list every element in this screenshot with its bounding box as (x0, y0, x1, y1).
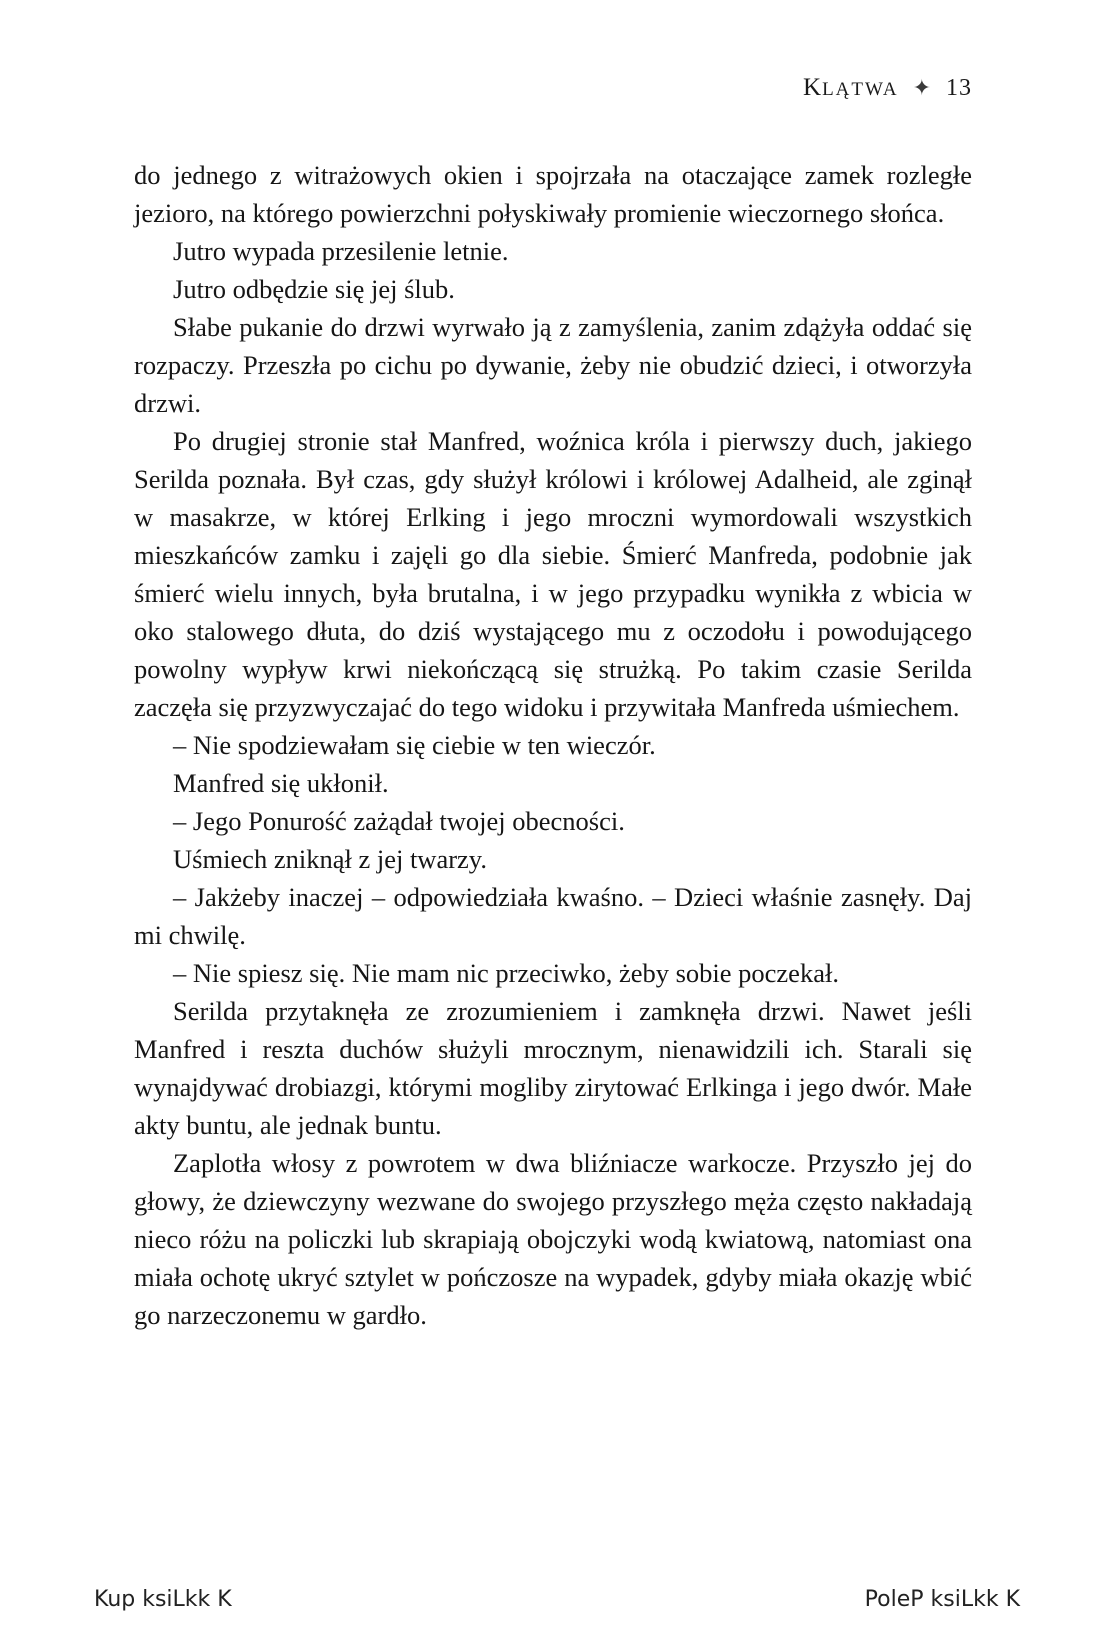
chapter-title (803, 74, 899, 102)
paragraph-2: Jutro wypada przesilenie letnie. (173, 236, 509, 266)
star-ornament-icon: ✦ (912, 75, 932, 100)
paragraph-7: Manfred się ukłonił. (173, 768, 389, 798)
paragraph-1: do jednego z witrażowych okien i spojrzała na otaczające zamek rozległe jezioro, na którego powierzchni połyskiwały promienie wieczornego słońca. (134, 160, 972, 228)
dialogue-line-2: – Jego Ponurość zażądał twojej obecności. (173, 806, 625, 836)
recommend-book-link[interactable]: PoleP ksiLkk K (864, 1587, 1020, 1612)
buy-book-link[interactable]: Kup ksiLkk K (94, 1587, 232, 1612)
page-body (134, 156, 972, 1334)
paragraph-12: Serilda przytaknęła ze zrozumieniem i zamknęła drzwi. Nawet jeśli Manfred i reszta duchów służyli mrocznym, nienawidzili ich. Starali się wynajdywać drobiazgi, którymi mogliby zirytować Erlkinga i jego dwór. Małe akty buntu, ale jednak buntu. (134, 996, 972, 1140)
paragraph-4: Słabe pukanie do drzwi wyrwało ją z zamyślenia, zanim zdążyła oddać się rozpaczy. Przeszła po cichu po dywanie, żeby nie obudzić dzieci, i otworzyła drzwi. (134, 312, 972, 418)
chapter-title-initial: K (803, 74, 823, 101)
dialogue-line-3: – Jakżeby inaczej – odpowiedziała kwaśno. – Dzieci właśnie zasnęły. Daj mi chwilę. (134, 882, 972, 950)
paragraph-13: Zaplotła włosy z powrotem w dwa bliźniacze warkocze. Przyszło jej do głowy, że dziewczyny wezwane do swojego przyszłego męża często nakładają nieco różu na policzki lub skrapiają obojczyki wodą kwiatową, natomiast ona miała ochotę ukryć sztylet w pończosze na wypadek, gdyby miała okazję wbić go narzeczonemu w gardło. (134, 1148, 972, 1330)
dialogue-line-4: – Nie spiesz się. Nie mam nic przeciwko, żeby sobie poczekał. (173, 958, 839, 988)
chapter-title-rest: LĄTWA (822, 79, 899, 100)
paragraph-3: Jutro odbędzie się jej ślub. (173, 274, 455, 304)
running-header (803, 74, 972, 102)
paragraph-5: Po drugiej stronie stał Manfred, woźnica króla i pierwszy duch, jakiego Serilda poznała. Był czas, gdy służył królowi i królowej Adalheid, ale zginął w masakrze, w której Erlking i jego mroczni wymordowali wszystkich mieszkańców zamku i zajęli go dla siebie. Śmierć Manfreda, podobnie jak śmierć wielu innych, była brutalna, i w jego przypadku wynikła z wbicia w oko stalowego dłuta, do dziś wystającego mu z oczodołu i powodującego powolny wypływ krwi niekończącą się strużką. Po takim czasie Serilda zaczęła się przyzwyczajać do tego widoku i przywitała Manfreda uśmiechem. (134, 426, 972, 722)
page-number: 13 (946, 75, 972, 101)
paragraph-9: Uśmiech zniknął z jej twarzy. (173, 844, 487, 874)
dialogue-line-1: – Nie spodziewałam się ciebie w ten wieczór. (173, 730, 656, 760)
